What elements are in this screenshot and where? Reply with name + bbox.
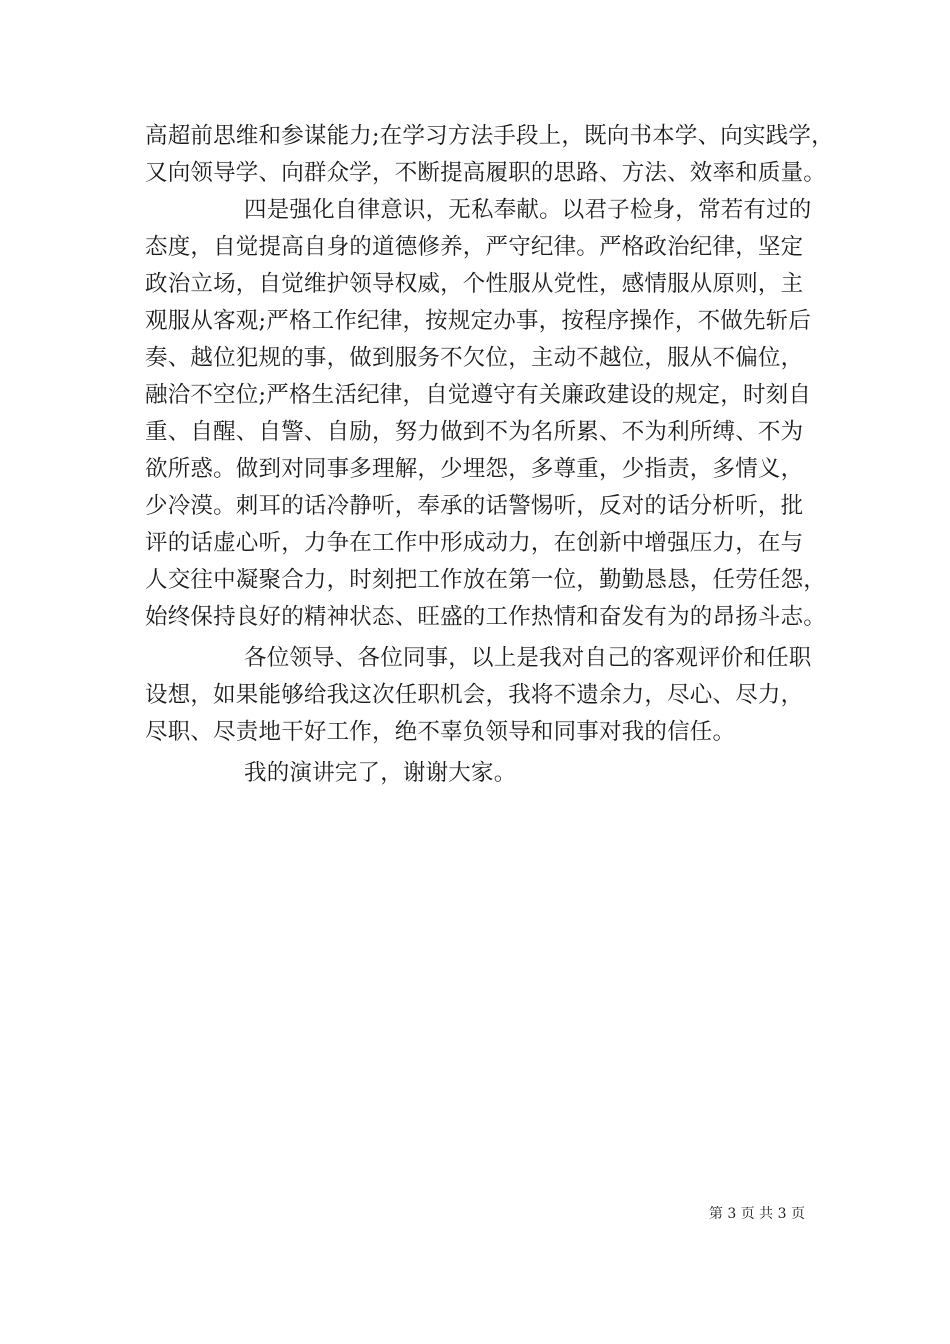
text-line: 观服从客观;严格工作纪律，按规定办事，按程序操作，不做先斩后 bbox=[145, 308, 812, 334]
text-line: 始终保持良好的精神状态、旺盛的工作热情和奋发有为的昂扬斗志。 bbox=[145, 604, 827, 630]
page-number: 第 3 页 共 3 页 bbox=[708, 1206, 805, 1222]
text-line: 少冷漠。刺耳的话冷静听，奉承的话警惕听，反对的话分析听，批 bbox=[145, 493, 804, 519]
text-line: 设想，如果能够给我这次任职机会，我将不遗余力，尽心、尽力， bbox=[145, 682, 804, 708]
text-line: 政治立场，自觉维护领导权威，个性服从党性，感情服从原则，主 bbox=[145, 271, 804, 297]
text-line: 各位领导、各位同事，以上是我对自己的客观评价和任职 bbox=[244, 645, 812, 671]
text-line: 融洽不空位;严格生活纪律，自觉遵守有关廉政建设的规定，时刻自 bbox=[145, 382, 812, 408]
text-line: 高超前思维和参谋能力;在学习方法手段上，既向书本学、向实践学， bbox=[145, 123, 834, 149]
text-line: 我的演讲完了，谢谢大家。 bbox=[244, 760, 517, 786]
text-line: 尽职、尽责地干好工作，绝不辜负领导和同事对我的信任。 bbox=[145, 719, 736, 745]
text-line: 四是强化自律意识，无私奉献。以君子检身，常若有过的 bbox=[244, 197, 812, 223]
text-line: 奏、越位犯规的事，做到服务不欠位，主动不越位，服从不偏位， bbox=[145, 345, 804, 371]
text-line: 态度，自觉提高自身的道德修养，严守纪律。严格政治纪律，坚定 bbox=[145, 234, 804, 260]
text-line: 评的话虚心听，力争在工作中形成动力，在创新中增强压力，在与 bbox=[145, 530, 804, 556]
text-line: 又向领导学、向群众学，不断提高履职的思路、方法、效率和质量。 bbox=[145, 160, 827, 186]
text-line: 重、自醒、自警、自励，努力做到不为名所累、不为利所缚、不为 bbox=[145, 419, 804, 445]
text-line: 人交往中凝聚合力，时刻把工作放在第一位，勤勤恳恳，任劳任怨， bbox=[145, 567, 827, 593]
text-line: 欲所惑。做到对同事多理解，少埋怨，多尊重，少指责，多情义， bbox=[145, 456, 804, 482]
